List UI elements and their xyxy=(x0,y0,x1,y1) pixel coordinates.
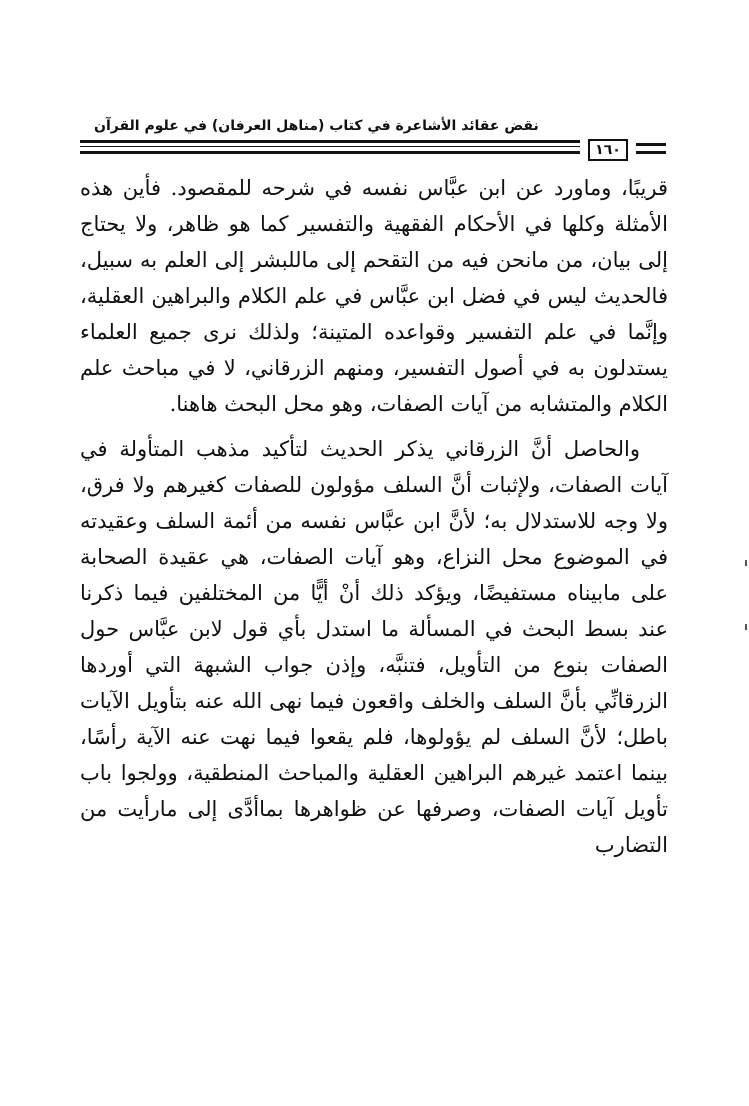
page-number-rule-top xyxy=(636,143,666,146)
scan-edge-mark xyxy=(745,624,747,630)
paragraph-2: والحاصل أنَّ الزرقاني يذكر الحديث لتأكيد مذهب المتأولة في آيات الصفات، ولإثبات أنَّ السلف مؤولون للصفات كغيرهم ولا فرق، ولا وجه للاستدلال به؛ لأنَّ ابن عبَّاس نفسه من أئمة السلف وعقيدته في الموضوع محل النزاع، وهو آيات الصفات، هي عقيدة الصحابة على مابيناه مستفيضًا، ويؤكد ذلك أنْ أيًّا من المختلفين فيما ذكرنا عند بسط البحث في المسألة ما استدل بأي قول لابن عبَّاس حول الصفات بنوع من التأويل، فتنبَّه، وإذن جواب الشبهة التي أوردها الزرقانِّي بأنَّ السلف والخلف واقعون فيما نهى الله عنه بتأويل الآيات باطل؛ لأنَّ السلف لم يؤولوها، فلم يقعوا فيما نهت عنه الآية رأسًا، بينما اعتمد غيرهم البراهين العقلية والمباحث المنطقية، وولجوا باب تأويل آيات الصفات، وصرفها عن ظواهرها بماأدَّى إلى مارأيت من التضارب xyxy=(80,437,668,857)
running-title: نقض عقائد الأشاعرة في كتاب (مناهل العرفان) في علوم القرآن xyxy=(94,118,539,134)
header-rule-top xyxy=(80,140,580,143)
header-rule-bottom xyxy=(80,151,580,154)
scan-edge-mark xyxy=(745,560,747,566)
paragraph-1: قريبًا، وماورد عن ابن عبَّاس نفسه في شرحه للمقصود. فأين هذه الأمثلة وكلها في الأحكام الفقهية والتفسير كما هو ظاهر، ولا يحتاج إلى بيان، من مانحن فيه من التقحم إلى ماللبشر إلى العلم به سبيل، فالحديث ليس في فضل ابن عبَّاس في علم الكلام والبراهين العقلية، وإنَّما في علم التفسير وقواعده المتينة؛ ولذلك نرى جميع العلماء يستدلون به في أصول التفسير، ومنهم الزرقاني، لا في مباحث علم الكلام والمتشابه من آيات الصفات، وهو محل البحث هاهنا. xyxy=(80,176,668,416)
page-number: ١٦٠ xyxy=(588,139,628,161)
body-text xyxy=(80,170,668,1030)
header-rule-middle xyxy=(80,146,580,147)
page-number-rule-bottom xyxy=(636,151,666,154)
